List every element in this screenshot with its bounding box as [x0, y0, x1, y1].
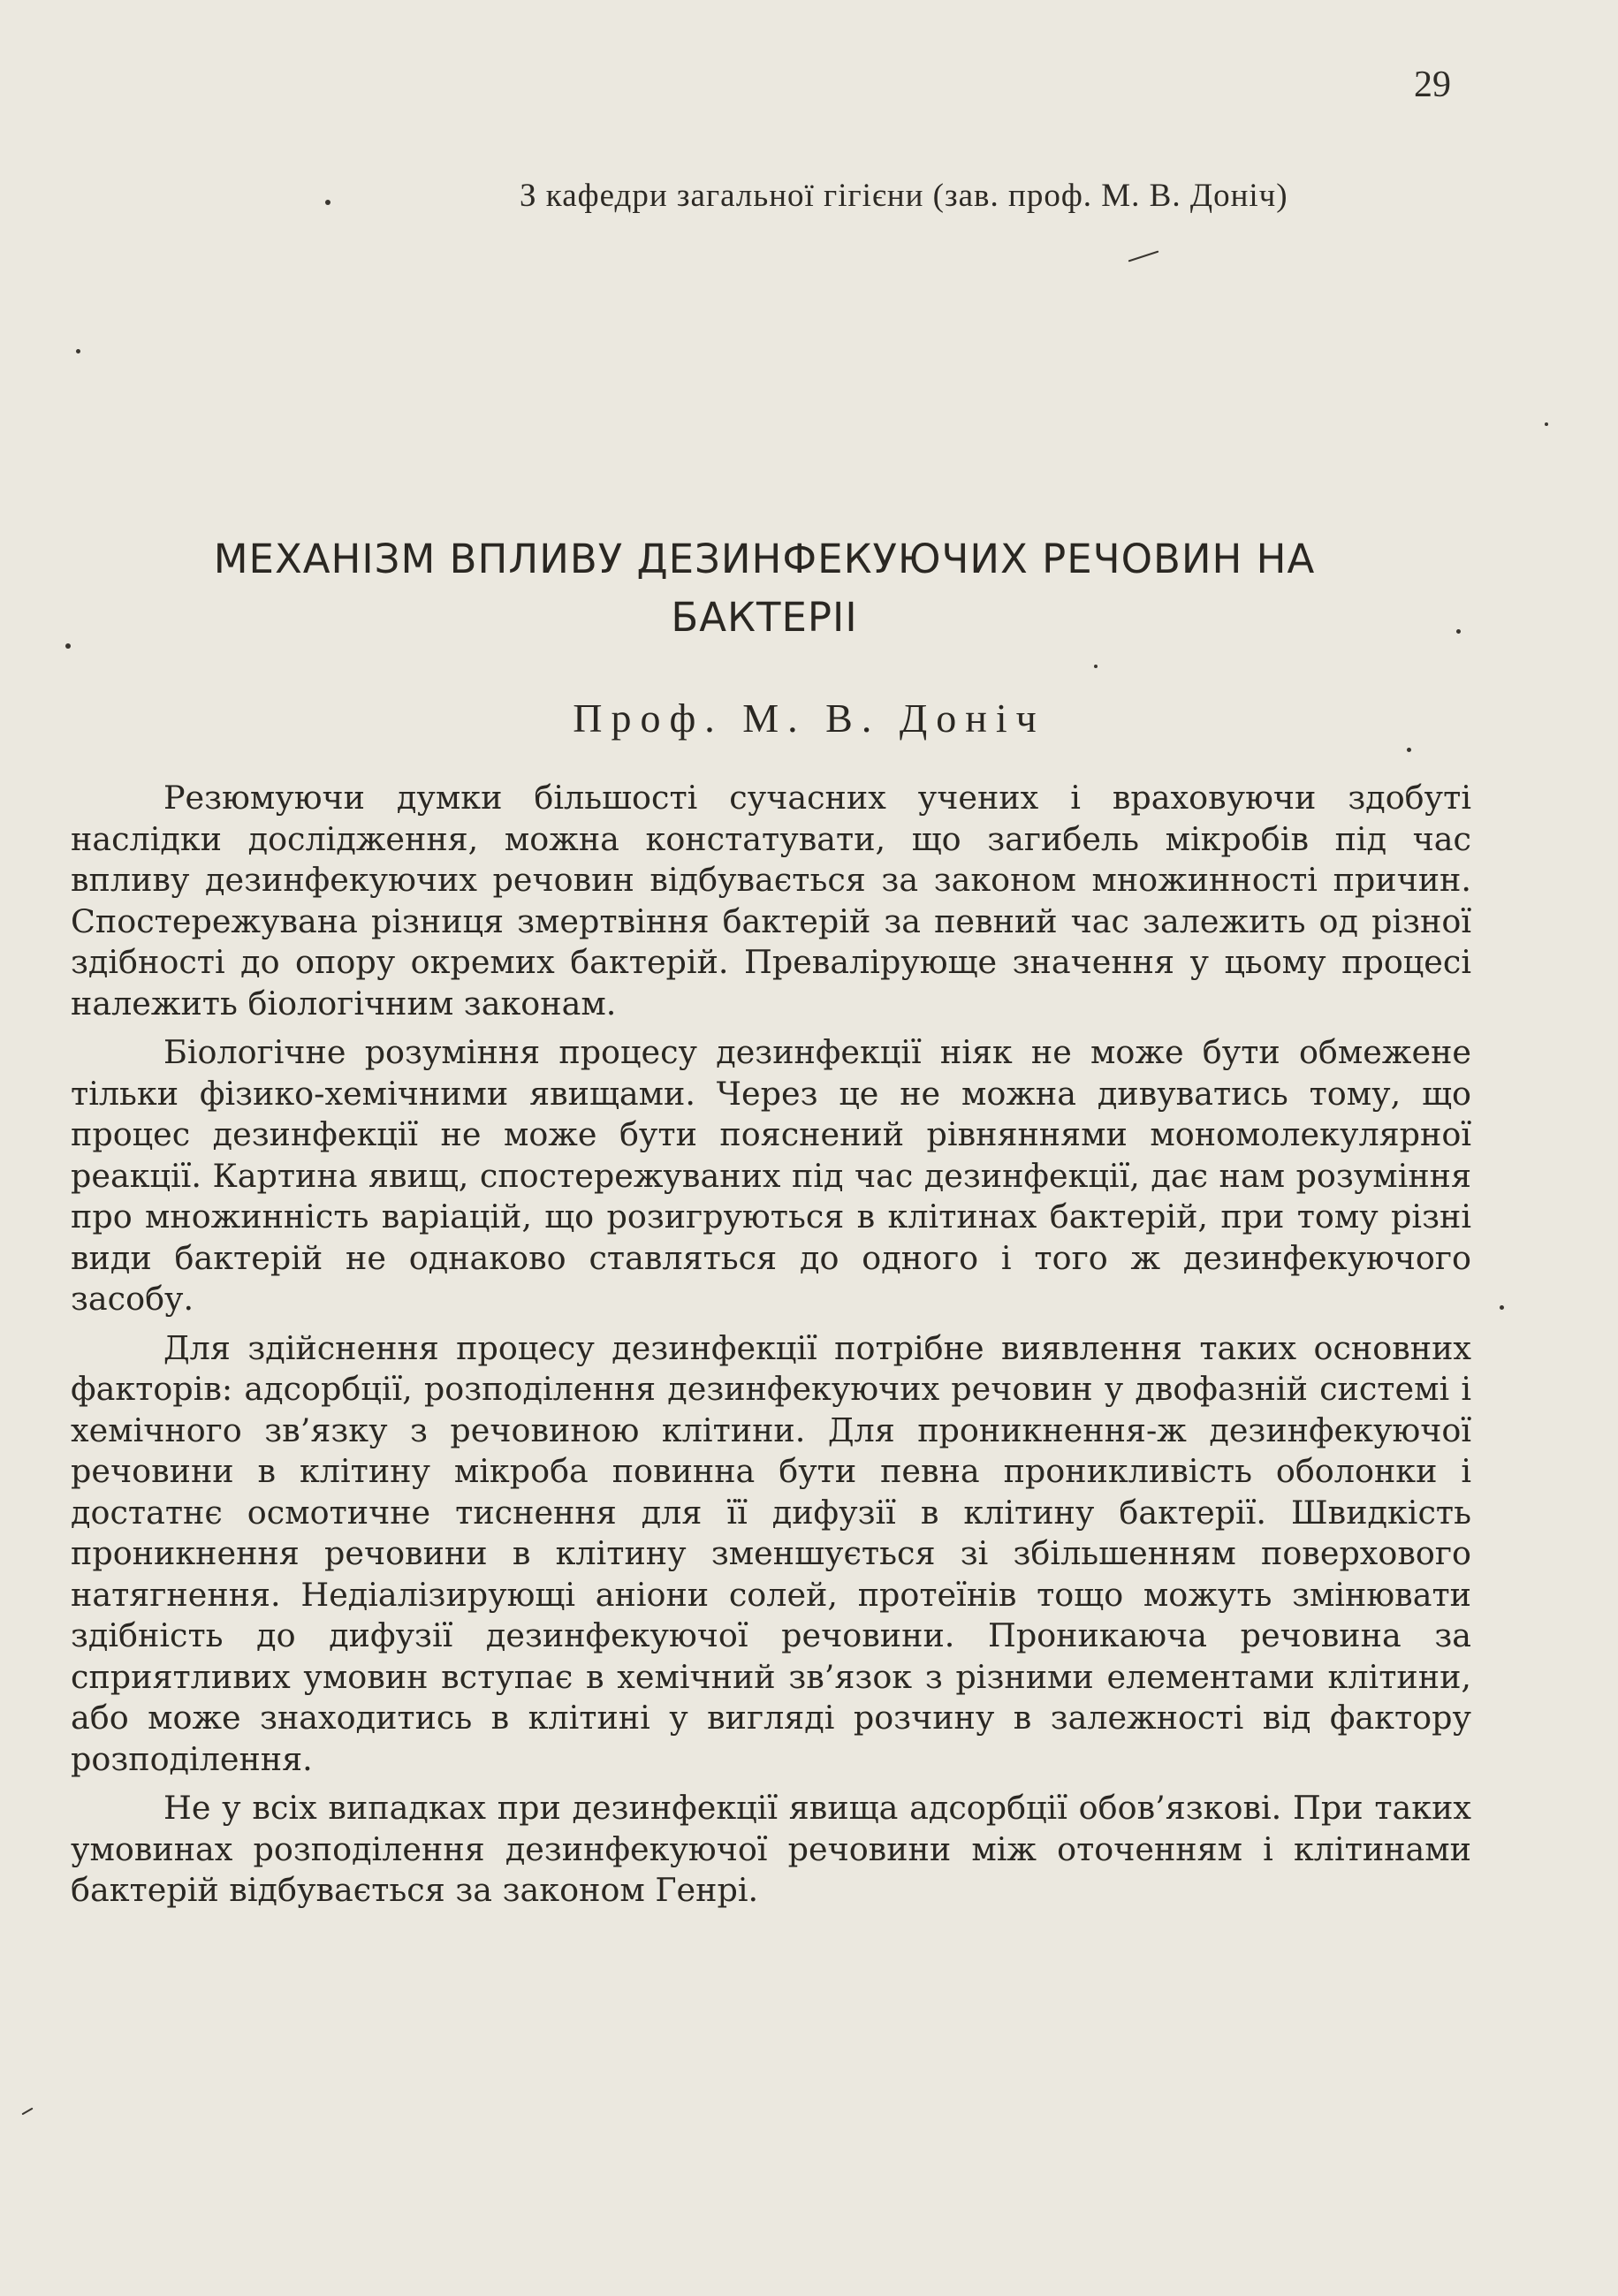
paragraph: Для здійснення процесу дезинфекції потрібне виявлення таких основних факторів: адсорбції, розподілення дезинфекуючих речовин у двофазній системі і хемічного зв’язку з речовиною клітини. Для проникнення-ж дезинфекуючої речовини в клітину мікроба повинна бути певна проникливість оболонки і достатнє осмотичне тиснення для її дифузії в клітину бактерії. Швидкість проникнення речовини в клітину зменшується зі збільшенням поверхового натягнення. Недіалізирующі аніони солей, протеїнів тощо можуть змінювати здібність до дифузії дезинфекуючої речовини. Проникаюча речовина за сприятливих умовин вступає в хемічний зв’язок з різними елементами клітини, або може знаходитись в клітині у вигляді розчину в залежності від фактору розподілення.	[71, 1328, 1471, 1778]
article-author: Проф. М. В. Доніч	[573, 696, 1045, 741]
page-number: 29	[1414, 65, 1451, 105]
article-title: МЕХАНІЗМ ВПЛИВУ ДЕЗИНФЕКУЮЧИХ РЕЧОВИН НА БАКТЕРІІ	[213, 536, 1316, 641]
paragraph: Біологічне розуміння процесу дезинфекції ніяк не може бути обмежене тільки фізико-хемічними явищами. Через це не можна дивуватись тому, що процес дезинфекції не може бути пояснений рівняннями мономолекулярної реакції. Картина явищ, спостережуваних під час дезинфекції, дає нам розуміння про множинність варіацій, що розигруються в клітинах бактерій, при тому різні види бактерій не однаково ставляться до одного і того ж дезинфекуючого засобу.	[71, 1033, 1471, 1318]
scan-speck	[1500, 1305, 1504, 1310]
scan-speck	[1456, 629, 1461, 634]
department-header: З кафедри загальної гігієни (зав. проф. М. В. Доніч)	[520, 178, 1288, 214]
scan-speck	[65, 643, 71, 649]
scan-speck	[1128, 250, 1159, 262]
scan-speck	[21, 2108, 33, 2116]
scan-speck	[325, 200, 330, 205]
paragraph: Не у всіх випадках при дезинфекції явища адсорбції обов’язкові. При таких умовинах розподілення дезинфекуючої речовини між оточенням і клітинами бактерій відбувається за законом Генрі.	[71, 1789, 1471, 1909]
paragraph: Резюмуючи думки більшості сучасних учених і враховуючи здобуті наслідки дослідження, можна констатувати, що загибель мікробів під час впливу дезинфекуючих речовин відбувається за законом множинності причин. Спостережувана різниця змертвіння бактерій за певний час залежить од різної здібності до опору окремих бактерій. Превалірующе значення у цьому процесі належить біологічним законам.	[71, 779, 1471, 1023]
scan-speck	[1545, 422, 1548, 426]
scan-speck	[1407, 748, 1411, 752]
article-body	[71, 778, 1471, 1912]
scan-speck	[1094, 665, 1098, 668]
scan-speck	[76, 349, 80, 354]
